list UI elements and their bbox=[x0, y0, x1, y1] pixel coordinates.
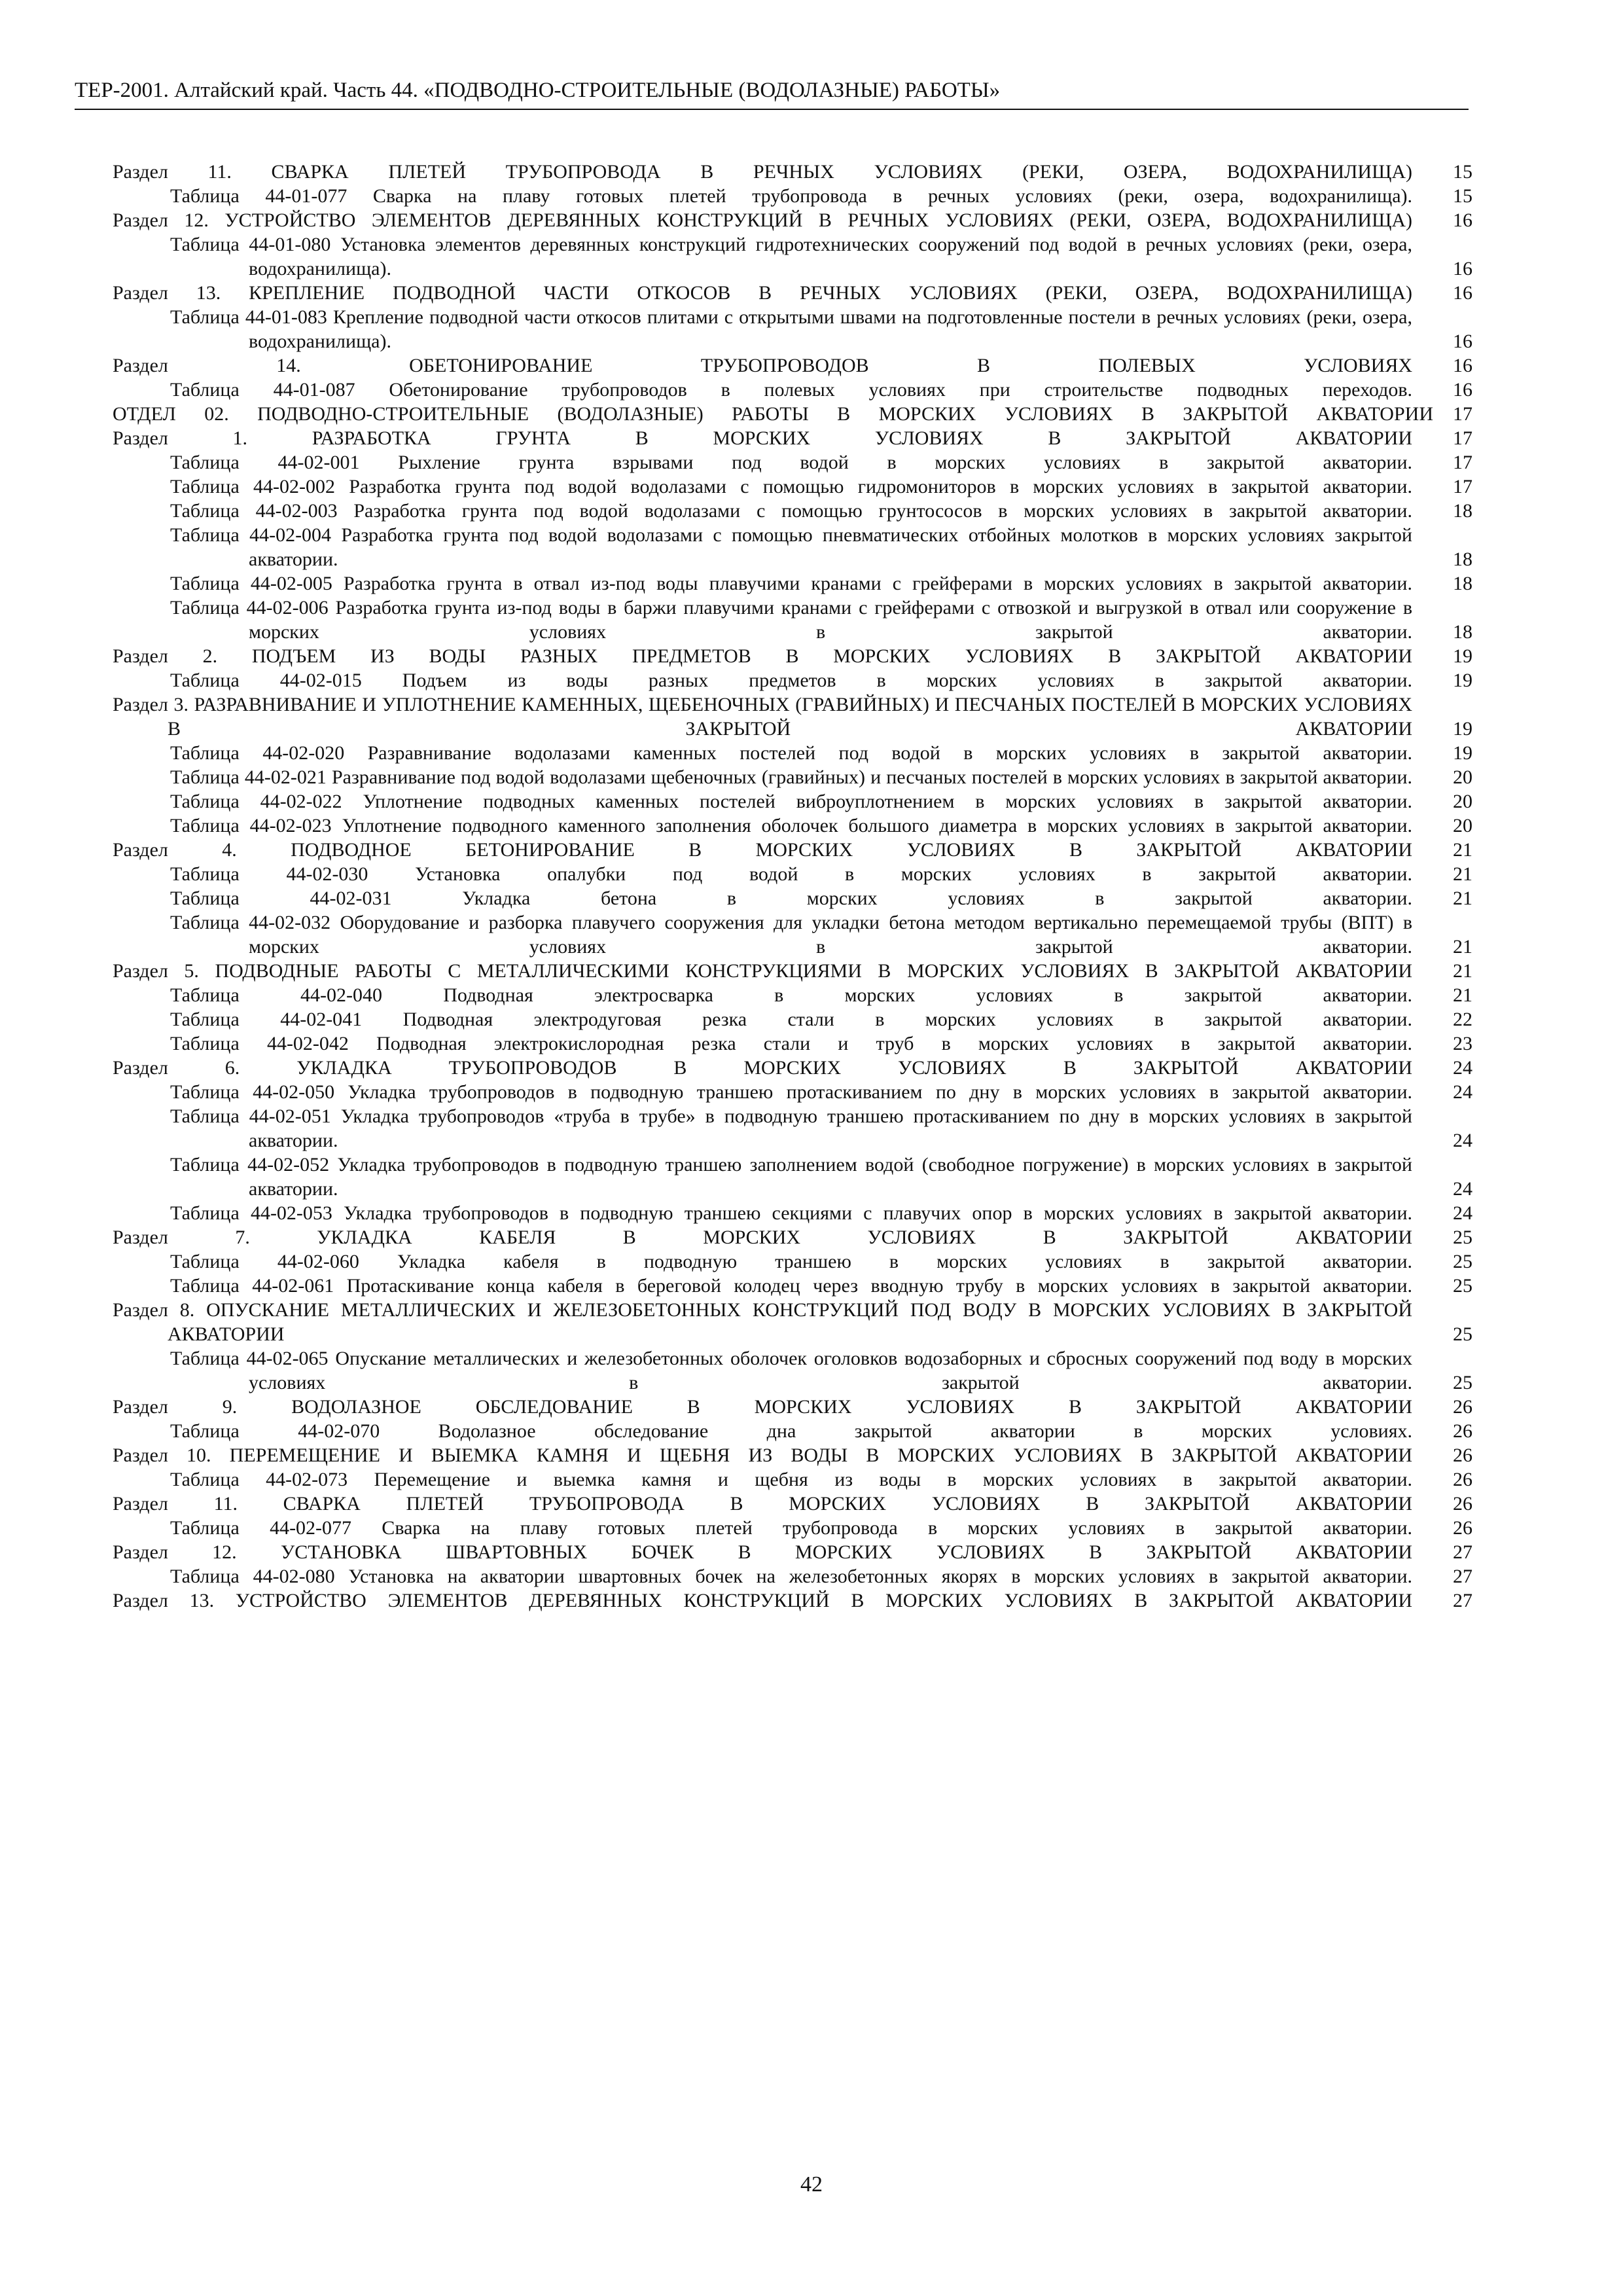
toc-entry-title: Раздел 2. ПОДЪЕМ ИЗ ВОДЫ РАЗНЫХ ПРЕДМЕТОВ В МОРСКИХ УСЛОВИЯХ В ЗАКРЫТОЙ АКВАТОРИИ bbox=[113, 645, 1412, 667]
toc-entry-title: Таблица 44-02-030 Установка опалубки под водой в морских условиях в закрытой акватории. bbox=[170, 863, 1412, 885]
toc-entry-table[interactable] bbox=[113, 1153, 1472, 1201]
toc-entry-table[interactable] bbox=[113, 232, 1472, 281]
toc-entry-title: Раздел 8. ОПУСКАНИЕ МЕТАЛЛИЧЕСКИХ И ЖЕЛЕЗОБЕТОННЫХ КОНСТРУКЦИЙ ПОД ВОДУ В МОРСКИХ УСЛОВИЯХ В ЗАКРЫТОЙ АКВАТОРИИ bbox=[113, 1299, 1412, 1345]
toc-entry-title: Таблица 44-02-002 Разработка грунта под водой водолазами с помощью гидромониторов в морских условиях в закрытой акватории. bbox=[170, 476, 1412, 497]
toc-page-number: 16 bbox=[1453, 331, 1472, 352]
toc-entry-text bbox=[113, 1201, 1472, 1225]
toc-entry-table[interactable] bbox=[113, 1467, 1472, 1492]
toc-entry-title: Раздел 11. СВАРКА ПЛЕТЕЙ ТРУБОПРОВОДА В МОРСКИХ УСЛОВИЯХ В ЗАКРЫТОЙ АКВАТОРИИ bbox=[113, 1493, 1412, 1515]
toc-entry-title: Таблица 44-02-001 Рыхление грунта взрывами под водой в морских условиях в закрытой акватории. bbox=[170, 452, 1412, 473]
toc-entry-text bbox=[113, 232, 1472, 281]
toc-entry-text bbox=[113, 814, 1472, 838]
toc-entry-section[interactable] bbox=[113, 1298, 1472, 1346]
toc-entry-text bbox=[113, 596, 1472, 644]
toc-entry-text bbox=[113, 353, 1472, 378]
toc-page-number: 19 bbox=[1453, 718, 1472, 740]
toc-page-number: 16 bbox=[1453, 282, 1472, 304]
toc-page-number: 19 bbox=[1453, 670, 1472, 691]
toc-entry-text bbox=[113, 1588, 1472, 1613]
toc-entry-text bbox=[113, 1153, 1472, 1201]
toc-entry-title: Таблица 44-02-051 Укладка трубопроводов «труба в трубе» в подводную траншею протаскиванием по дну в морских условиях в закрытой акватории. bbox=[170, 1105, 1412, 1151]
toc-page-number: 17 bbox=[1453, 403, 1472, 425]
toc-entry-section[interactable] bbox=[113, 1588, 1472, 1613]
toc-entry-text bbox=[113, 838, 1472, 862]
toc-entry-text bbox=[113, 959, 1472, 983]
toc-page-number: 19 bbox=[1453, 742, 1472, 764]
toc-page-number: 16 bbox=[1453, 209, 1472, 231]
toc-page-number: 16 bbox=[1453, 355, 1472, 376]
toc-entry-section[interactable] bbox=[113, 692, 1472, 741]
toc-page-number: 24 bbox=[1453, 1057, 1472, 1079]
toc-page-number: 20 bbox=[1453, 766, 1472, 788]
toc-entry-text bbox=[113, 910, 1472, 959]
toc-entry-title: Таблица 44-02-080 Установка на акватории швартовных бочек на железобетонных якорях в морских условиях в закрытой акватории. bbox=[170, 1566, 1412, 1587]
toc-entry-section[interactable] bbox=[113, 160, 1472, 184]
toc-entry-title: Таблица 44-02-060 Укладка кабеля в подводную траншею в морских условиях в закрытой акватории. bbox=[170, 1251, 1412, 1272]
toc-entry-table[interactable] bbox=[113, 378, 1472, 402]
toc-entry-text bbox=[113, 523, 1472, 571]
toc-entry-table[interactable] bbox=[113, 1274, 1472, 1298]
toc-page-number: 25 bbox=[1453, 1323, 1472, 1345]
toc-entry-table[interactable] bbox=[113, 1516, 1472, 1540]
toc-page-number: 24 bbox=[1453, 1081, 1472, 1103]
toc-entry-title: Таблица 44-02-023 Уплотнение подводного каменного заполнения оболочек большого диаметра в морских условиях в закрытой акватории. bbox=[170, 815, 1412, 836]
toc-entry-text bbox=[113, 668, 1472, 692]
toc-entry-title: Раздел 13. УСТРОЙСТВО ЭЛЕМЕНТОВ ДЕРЕВЯННЫХ КОНСТРУКЦИЙ В МОРСКИХ УСЛОВИЯХ В ЗАКРЫТОЙ АКВАТОРИИ bbox=[113, 1590, 1412, 1611]
toc-entry-table[interactable] bbox=[113, 499, 1472, 523]
toc-entry-table[interactable] bbox=[113, 450, 1472, 475]
toc-entry-title: Таблица 44-01-077 Сварка на плаву готовых плетей трубопровода в речных условиях (реки, озера, водохранилища). bbox=[170, 185, 1412, 207]
toc-page-number: 22 bbox=[1453, 1009, 1472, 1030]
toc-entry-text bbox=[113, 886, 1472, 910]
toc-page-number: 21 bbox=[1453, 960, 1472, 982]
toc-entry-table[interactable] bbox=[113, 814, 1472, 838]
toc-entry-table[interactable] bbox=[113, 1346, 1472, 1395]
toc-entry-table[interactable] bbox=[113, 741, 1472, 765]
toc-entry-table[interactable] bbox=[113, 1031, 1472, 1056]
toc-entry-title: Таблица 44-02-061 Протаскивание конца кабеля в береговой колодец через вводную трубу в морских условиях в закрытой акватории. bbox=[170, 1275, 1412, 1297]
toc-entry-title: Таблица 44-02-005 Разработка грунта в отвал из-под воды плавучими кранами с грейферами в морских условиях в закрытой акватории. bbox=[170, 573, 1412, 594]
toc-entry-title: Таблица 44-01-080 Установка элементов деревянных конструкций гидротехнических сооружений под водой в речных условиях (реки, озера, водохранилища). bbox=[170, 234, 1412, 279]
toc-entry-text bbox=[113, 1516, 1472, 1540]
toc-entry-title: Таблица 44-02-021 Разравнивание под водой водолазами щебеночных (гравийных) и песчаных постелей в морских условиях в закрытой акватории. bbox=[170, 766, 1412, 788]
toc-entry-text bbox=[113, 1419, 1472, 1443]
toc-page-number: 15 bbox=[1453, 161, 1472, 183]
toc-entry-title: Таблица 44-02-070 Водолазное обследование дна закрытой акватории в морских условиях. bbox=[170, 1420, 1412, 1442]
toc-page-number: 21 bbox=[1453, 984, 1472, 1006]
toc-page-number: 17 bbox=[1453, 452, 1472, 473]
toc-entry-text bbox=[113, 1298, 1472, 1346]
toc-entry-text bbox=[113, 305, 1472, 353]
toc-entry-title: Раздел 1. РАЗРАБОТКА ГРУНТА В МОРСКИХ УСЛОВИЯХ В ЗАКРЫТОЙ АКВАТОРИИ bbox=[113, 427, 1412, 449]
toc-entry-text bbox=[113, 184, 1472, 208]
toc-page-number: 25 bbox=[1453, 1372, 1472, 1393]
toc-page-number: 19 bbox=[1453, 645, 1472, 667]
toc-page-number: 26 bbox=[1453, 1469, 1472, 1490]
toc-entry-title: Таблица 44-02-073 Перемещение и выемка камня и щебня из воды в морских условиях в закрытой акватории. bbox=[170, 1469, 1412, 1490]
toc-entry-text bbox=[113, 402, 1472, 426]
table-of-contents bbox=[113, 160, 1472, 1613]
toc-page-number: 16 bbox=[1453, 379, 1472, 401]
toc-page-number: 25 bbox=[1453, 1275, 1472, 1297]
toc-entry-table[interactable] bbox=[113, 1564, 1472, 1588]
toc-entry-table[interactable] bbox=[113, 1419, 1472, 1443]
toc-entry-table[interactable] bbox=[113, 1007, 1472, 1031]
toc-page-number: 21 bbox=[1453, 839, 1472, 861]
toc-entry-text bbox=[113, 499, 1472, 523]
toc-entry-text bbox=[113, 1249, 1472, 1274]
toc-entry-section[interactable] bbox=[113, 353, 1472, 378]
toc-entry-text bbox=[113, 571, 1472, 596]
toc-entry-title: Таблица 44-02-004 Разработка грунта под водой водолазами с помощью пневматических отбойных молотков в морских условиях закрытой акватории. bbox=[170, 524, 1412, 570]
toc-entry-title: Раздел 3. РАЗРАВНИВАНИЕ И УПЛОТНЕНИЕ КАМЕННЫХ, ЩЕБЕНОЧНЫХ (ГРАВИЙНЫХ) И ПЕСЧАНЫХ ПОСТЕЛЕЙ В МОРСКИХ УСЛОВИЯХ В ЗАКРЫТОЙ АКВАТОРИИ bbox=[113, 694, 1412, 740]
toc-entry-table[interactable] bbox=[113, 1080, 1472, 1104]
toc-page-number: 18 bbox=[1453, 621, 1472, 643]
toc-entry-text bbox=[113, 450, 1472, 475]
toc-entry-title: Раздел 5. ПОДВОДНЫЕ РАБОТЫ С МЕТАЛЛИЧЕСКИМИ КОНСТРУКЦИЯМИ В МОРСКИХ УСЛОВИЯХ В ЗАКРЫТОЙ АКВАТОРИИ bbox=[113, 960, 1412, 982]
toc-entry-text bbox=[113, 1056, 1472, 1080]
toc-entry-title: Таблица 44-01-087 Обетонирование трубопроводов в полевых условиях при строительстве подводных переходов. bbox=[170, 379, 1412, 401]
toc-page-number: 26 bbox=[1453, 1444, 1472, 1466]
toc-entry-text bbox=[113, 1225, 1472, 1249]
toc-entry-title: Раздел 14. ОБЕТОНИРОВАНИЕ ТРУБОПРОВОДОВ В ПОЛЕВЫХ УСЛОВИЯХ bbox=[113, 355, 1412, 376]
toc-page-number: 23 bbox=[1453, 1033, 1472, 1054]
toc-entry-section[interactable] bbox=[113, 838, 1472, 862]
toc-page-number: 27 bbox=[1453, 1541, 1472, 1563]
toc-entry-title: Таблица 44-02-003 Разработка грунта под водой водолазами с помощью грунтососов в морских условиях в закрытой акватории. bbox=[170, 500, 1412, 522]
toc-entry-text bbox=[113, 862, 1472, 886]
toc-entry-table[interactable] bbox=[113, 765, 1472, 789]
toc-entry-title: Раздел 12. УСТРОЙСТВО ЭЛЕМЕНТОВ ДЕРЕВЯННЫХ КОНСТРУКЦИЙ В РЕЧНЫХ УСЛОВИЯХ (РЕКИ, ОЗЕРА, ВОДОХРАНИЛИЩА) bbox=[113, 209, 1412, 231]
toc-page-number: 18 bbox=[1453, 548, 1472, 570]
toc-page-number: 16 bbox=[1453, 258, 1472, 279]
toc-entry-text bbox=[113, 208, 1472, 232]
toc-entry-section[interactable] bbox=[113, 1225, 1472, 1249]
toc-entry-section[interactable] bbox=[113, 1443, 1472, 1467]
toc-entry-title: Таблица 44-02-050 Укладка трубопроводов в подводную траншею протаскиванием по дну в морских условиях в закрытой акватории. bbox=[170, 1081, 1412, 1103]
toc-entry-title: Раздел 9. ВОДОЛАЗНОЕ ОБСЛЕДОВАНИЕ В МОРСКИХ УСЛОВИЯХ В ЗАКРЫТОЙ АКВАТОРИИ bbox=[113, 1396, 1412, 1418]
toc-entry-table[interactable] bbox=[113, 668, 1472, 692]
toc-entry-table[interactable] bbox=[113, 886, 1472, 910]
toc-entry-section[interactable] bbox=[113, 1056, 1472, 1080]
toc-page-number: 21 bbox=[1453, 863, 1472, 885]
toc-entry-table[interactable] bbox=[113, 596, 1472, 644]
page-header: ТЕР-2001. Алтайский край. Часть 44. «ПОДВОДНО-СТРОИТЕЛЬНЫЕ (ВОДОЛАЗНЫЕ) РАБОТЫ» bbox=[75, 76, 1469, 110]
toc-page-number: 26 bbox=[1453, 1493, 1472, 1515]
toc-entry-text bbox=[113, 765, 1472, 789]
toc-entry-title: Таблица 44-02-032 Оборудование и разборка плавучего сооружения для укладки бетона методом вертикально перемещаемой трубы (ВПТ) в морских условиях в закрытой акватории. bbox=[170, 912, 1412, 958]
toc-page-number: 15 bbox=[1453, 185, 1472, 207]
page-number: 42 bbox=[800, 2172, 823, 2197]
toc-entry-text bbox=[113, 1080, 1472, 1104]
toc-entry-table[interactable] bbox=[113, 983, 1472, 1007]
toc-entry-title: Раздел 4. ПОДВОДНОЕ БЕТОНИРОВАНИЕ В МОРСКИХ УСЛОВИЯХ В ЗАКРЫТОЙ АКВАТОРИИ bbox=[113, 839, 1412, 861]
toc-entry-title: ОТДЕЛ 02. ПОДВОДНО-СТРОИТЕЛЬНЫЕ (ВОДОЛАЗНЫЕ) РАБОТЫ В МОРСКИХ УСЛОВИЯХ В ЗАКРЫТОЙ АКВАТОРИИ bbox=[113, 403, 1433, 425]
toc-entry-text bbox=[113, 1395, 1472, 1419]
toc-page-number: 24 bbox=[1453, 1202, 1472, 1224]
toc-entry-title: Таблица 44-02-053 Укладка трубопроводов в подводную траншею секциями с плавучих опор в морских условиях в закрытой акватории. bbox=[170, 1202, 1412, 1224]
toc-entry-title: Таблица 44-02-077 Сварка на плаву готовых плетей трубопровода в морских условиях в закрытой акватории. bbox=[170, 1517, 1412, 1539]
toc-entry-table[interactable] bbox=[113, 862, 1472, 886]
toc-entry-title: Таблица 44-02-040 Подводная электросварка в морских условиях в закрытой акватории. bbox=[170, 984, 1412, 1006]
toc-entry-text bbox=[113, 1492, 1472, 1516]
toc-entry-section[interactable] bbox=[113, 1492, 1472, 1516]
toc-entry-section[interactable] bbox=[113, 644, 1472, 668]
toc-entry-table[interactable] bbox=[113, 789, 1472, 814]
toc-entry-title: Таблица 44-02-015 Подъем из воды разных предметов в морских условиях в закрытой акватории. bbox=[170, 670, 1412, 691]
toc-entry-section[interactable] bbox=[113, 1540, 1472, 1564]
toc-page-number: 26 bbox=[1453, 1420, 1472, 1442]
toc-entry-table[interactable] bbox=[113, 184, 1472, 208]
toc-entry-text bbox=[113, 1443, 1472, 1467]
toc-page-number: 20 bbox=[1453, 791, 1472, 812]
toc-page-number: 17 bbox=[1453, 427, 1472, 449]
toc-entry-text bbox=[113, 1104, 1472, 1153]
toc-entry-text bbox=[113, 475, 1472, 499]
toc-page-number: 21 bbox=[1453, 936, 1472, 958]
toc-entry-title: Таблица 44-02-042 Подводная электрокислородная резка стали и труб в морских условиях в закрытой акватории. bbox=[170, 1033, 1412, 1054]
toc-page-number: 25 bbox=[1453, 1227, 1472, 1248]
toc-page-number: 27 bbox=[1453, 1590, 1472, 1611]
toc-entry-text bbox=[113, 1467, 1472, 1492]
toc-entry-section[interactable] bbox=[113, 1395, 1472, 1419]
toc-page-number: 17 bbox=[1453, 476, 1472, 497]
toc-entry-section[interactable] bbox=[113, 426, 1472, 450]
toc-page-number: 26 bbox=[1453, 1517, 1472, 1539]
toc-entry-text bbox=[113, 1274, 1472, 1298]
toc-page-number: 24 bbox=[1453, 1178, 1472, 1200]
toc-page-number: 25 bbox=[1453, 1251, 1472, 1272]
toc-entry-text bbox=[113, 1031, 1472, 1056]
toc-entry-title: Раздел 7. УКЛАДКА КАБЕЛЯ В МОРСКИХ УСЛОВИЯХ В ЗАКРЫТОЙ АКВАТОРИИ bbox=[113, 1227, 1412, 1248]
toc-entry-section[interactable] bbox=[113, 208, 1472, 232]
toc-entry-title: Раздел 10. ПЕРЕМЕЩЕНИЕ И ВЫЕМКА КАМНЯ И ЩЕБНЯ ИЗ ВОДЫ В МОРСКИХ УСЛОВИЯХ В ЗАКРЫТОЙ АКВАТОРИИ bbox=[113, 1444, 1412, 1466]
toc-entry-table[interactable] bbox=[113, 305, 1472, 353]
toc-entry-title: Таблица 44-02-052 Укладка трубопроводов в подводную траншею заполнением водой (свободное погружение) в морских условиях в закрытой акватории. bbox=[170, 1154, 1412, 1200]
toc-entry-title: Таблица 44-02-006 Разработка грунта из-под воды в баржи плавучими кранами с грейферами с отвозкой и выгрузкой в отвал или сооружение в морских условиях в закрытой акватории. bbox=[170, 597, 1412, 643]
toc-page-number: 21 bbox=[1453, 888, 1472, 909]
toc-entry-title: Раздел 12. УСТАНОВКА ШВАРТОВНЫХ БОЧЕК В МОРСКИХ УСЛОВИЯХ В ЗАКРЫТОЙ АКВАТОРИИ bbox=[113, 1541, 1412, 1563]
toc-entry-text bbox=[113, 1564, 1472, 1588]
toc-entry-text bbox=[113, 426, 1472, 450]
toc-page-number: 24 bbox=[1453, 1130, 1472, 1151]
toc-entry-table[interactable] bbox=[113, 1104, 1472, 1153]
toc-entry-text bbox=[113, 378, 1472, 402]
toc-entry-title: Таблица 44-02-065 Опускание металлических и железобетонных оболочек оголовков водозаборных и сбросных сооружений под воду в морских условиях в закрытой акватории. bbox=[170, 1348, 1412, 1393]
toc-entry-title: Раздел 13. КРЕПЛЕНИЕ ПОДВОДНОЙ ЧАСТИ ОТКОСОВ В РЕЧНЫХ УСЛОВИЯХ (РЕКИ, ОЗЕРА, ВОДОХРАНИЛИЩА) bbox=[113, 282, 1412, 304]
toc-entry-section[interactable] bbox=[113, 959, 1472, 983]
toc-page-number: 26 bbox=[1453, 1396, 1472, 1418]
toc-entry-title: Таблица 44-02-020 Разравнивание водолазами каменных постелей под водой в морских условиях в закрытой акватории. bbox=[170, 742, 1412, 764]
toc-entry-table[interactable] bbox=[113, 475, 1472, 499]
toc-page-number: 18 bbox=[1453, 573, 1472, 594]
toc-entry-table[interactable] bbox=[113, 1201, 1472, 1225]
toc-entry-table[interactable] bbox=[113, 523, 1472, 571]
toc-entry-table[interactable] bbox=[113, 910, 1472, 959]
toc-entry-text bbox=[113, 644, 1472, 668]
toc-entry-title: Таблица 44-02-041 Подводная электродуговая резка стали в морских условиях в закрытой акватории. bbox=[170, 1009, 1412, 1030]
toc-entry-otdel[interactable] bbox=[113, 402, 1472, 426]
toc-entry-text bbox=[113, 741, 1472, 765]
toc-entry-table[interactable] bbox=[113, 1249, 1472, 1274]
toc-entry-title: Таблица 44-01-083 Крепление подводной части откосов плитами с открытыми швами на подготовленные постели в речных условиях (реки, озера, водохранилища). bbox=[170, 306, 1412, 352]
toc-entry-text bbox=[113, 1346, 1472, 1395]
toc-entry-section[interactable] bbox=[113, 281, 1472, 305]
toc-entry-title: Таблица 44-02-031 Укладка бетона в морских условиях в закрытой акватории. bbox=[170, 888, 1412, 909]
toc-entry-title: Раздел 11. СВАРКА ПЛЕТЕЙ ТРУБОПРОВОДА В РЕЧНЫХ УСЛОВИЯХ (РЕКИ, ОЗЕРА, ВОДОХРАНИЛИЩА) bbox=[113, 161, 1412, 183]
toc-entry-title: Таблица 44-02-022 Уплотнение подводных каменных постелей виброуплотнением в морских условиях в закрытой акватории. bbox=[170, 791, 1412, 812]
toc-entry-text bbox=[113, 160, 1472, 184]
toc-entry-title: Раздел 6. УКЛАДКА ТРУБОПРОВОДОВ В МОРСКИХ УСЛОВИЯХ В ЗАКРЫТОЙ АКВАТОРИИ bbox=[113, 1057, 1412, 1079]
toc-entry-text bbox=[113, 1007, 1472, 1031]
toc-page-number: 18 bbox=[1453, 500, 1472, 522]
toc-page-number: 20 bbox=[1453, 815, 1472, 836]
toc-entry-text bbox=[113, 281, 1472, 305]
toc-entry-text bbox=[113, 1540, 1472, 1564]
toc-page-number: 27 bbox=[1453, 1566, 1472, 1587]
toc-entry-text bbox=[113, 789, 1472, 814]
toc-entry-text bbox=[113, 983, 1472, 1007]
toc-entry-table[interactable] bbox=[113, 571, 1472, 596]
toc-entry-text bbox=[113, 692, 1472, 741]
